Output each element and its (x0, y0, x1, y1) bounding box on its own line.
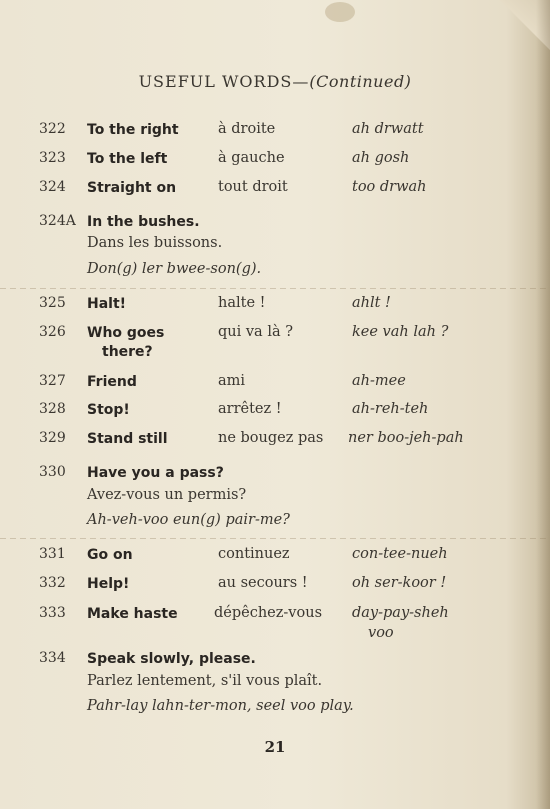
pronunciation: ah-mee (352, 373, 406, 389)
pronunciation: kee vah lah ? (352, 324, 449, 340)
pronunciation: ner boo-jeh-pah (348, 430, 464, 446)
page-title (0, 72, 550, 91)
divider (0, 538, 550, 539)
english-phrase: Speak slowly, please. (87, 651, 256, 667)
entry-number: 331 (39, 546, 66, 562)
entry-number: 332 (39, 575, 66, 591)
pronunciation: ah gosh (352, 150, 410, 166)
pronunciation: too drwah (352, 179, 427, 195)
french-phrase: Avez-vous un permis? (87, 487, 247, 503)
page-edge-shadow (536, 0, 550, 809)
french-phrase: à gauche (218, 150, 285, 166)
entry-number: 334 (39, 650, 66, 666)
entry-number: 326 (39, 324, 66, 340)
pronunciation: oh ser-koor ! (352, 575, 447, 591)
pronunciation: ahlt ! (352, 295, 391, 311)
page-number: 21 (264, 738, 286, 756)
entry-number: 333 (39, 605, 66, 621)
english-phrase: Halt! (87, 296, 127, 312)
english-phrase: To the left (87, 151, 168, 167)
french-phrase: ne bougez pas (218, 430, 324, 446)
french-phrase: au secours ! (218, 575, 308, 591)
english-phrase: To the right (87, 122, 179, 138)
pronunciation-cont: voo (368, 625, 394, 641)
pronunciation: ah drwatt (352, 121, 424, 137)
entry-number: 328 (39, 401, 66, 417)
french-phrase: Dans les buissons. (87, 235, 223, 251)
divider (0, 288, 550, 289)
english-phrase: Straight on (87, 180, 177, 196)
entry-number: 330 (39, 464, 66, 480)
english-phrase: Friend (87, 374, 137, 390)
english-phrase: Stop! (87, 402, 130, 418)
english-phrase: Have you a pass? (87, 465, 224, 481)
entry-number: 329 (39, 430, 66, 446)
french-phrase: halte ! (218, 295, 266, 311)
pronunciation: Ah-veh-voo eun(g) pair-me? (87, 512, 290, 528)
french-phrase: continuez (218, 546, 290, 562)
entry-number: 325 (39, 295, 66, 311)
english-phrase: In the bushes. (87, 214, 200, 230)
entry-number: 323 (39, 150, 66, 166)
pronunciation: day-pay-sheh (352, 605, 449, 621)
french-phrase: qui va là ? (218, 324, 293, 340)
entry-number: 324A (39, 213, 76, 229)
english-phrase: Help! (87, 576, 130, 592)
english-phrase: Who goes (87, 325, 165, 341)
entry-number: 327 (39, 373, 66, 389)
french-phrase: ami (218, 373, 246, 389)
french-phrase: à droite (218, 121, 276, 137)
english-phrase-cont: there? (102, 344, 153, 360)
pronunciation: Don(g) ler bwee-son(g). (87, 261, 262, 277)
english-phrase: Make haste (87, 606, 178, 622)
stain-mark (325, 2, 355, 22)
entry-number: 324 (39, 179, 66, 195)
entry-number: 322 (39, 121, 66, 137)
pronunciation: Pahr-lay lahn-ter-mon, seel voo play. (87, 698, 354, 714)
english-phrase: Stand still (87, 431, 168, 447)
pronunciation: ah-reh-teh (352, 401, 429, 417)
french-phrase: tout droit (218, 179, 288, 195)
french-phrase: dépêchez-vous (214, 605, 323, 621)
title-main: USEFUL WORDS— (138, 72, 310, 91)
french-phrase: Parlez lentement, s'il vous plaît. (87, 673, 323, 689)
title-continued: (Continued) (309, 72, 412, 91)
english-phrase: Go on (87, 547, 133, 563)
french-phrase: arrêtez ! (218, 401, 282, 417)
pronunciation: con-tee-nueh (352, 546, 448, 562)
